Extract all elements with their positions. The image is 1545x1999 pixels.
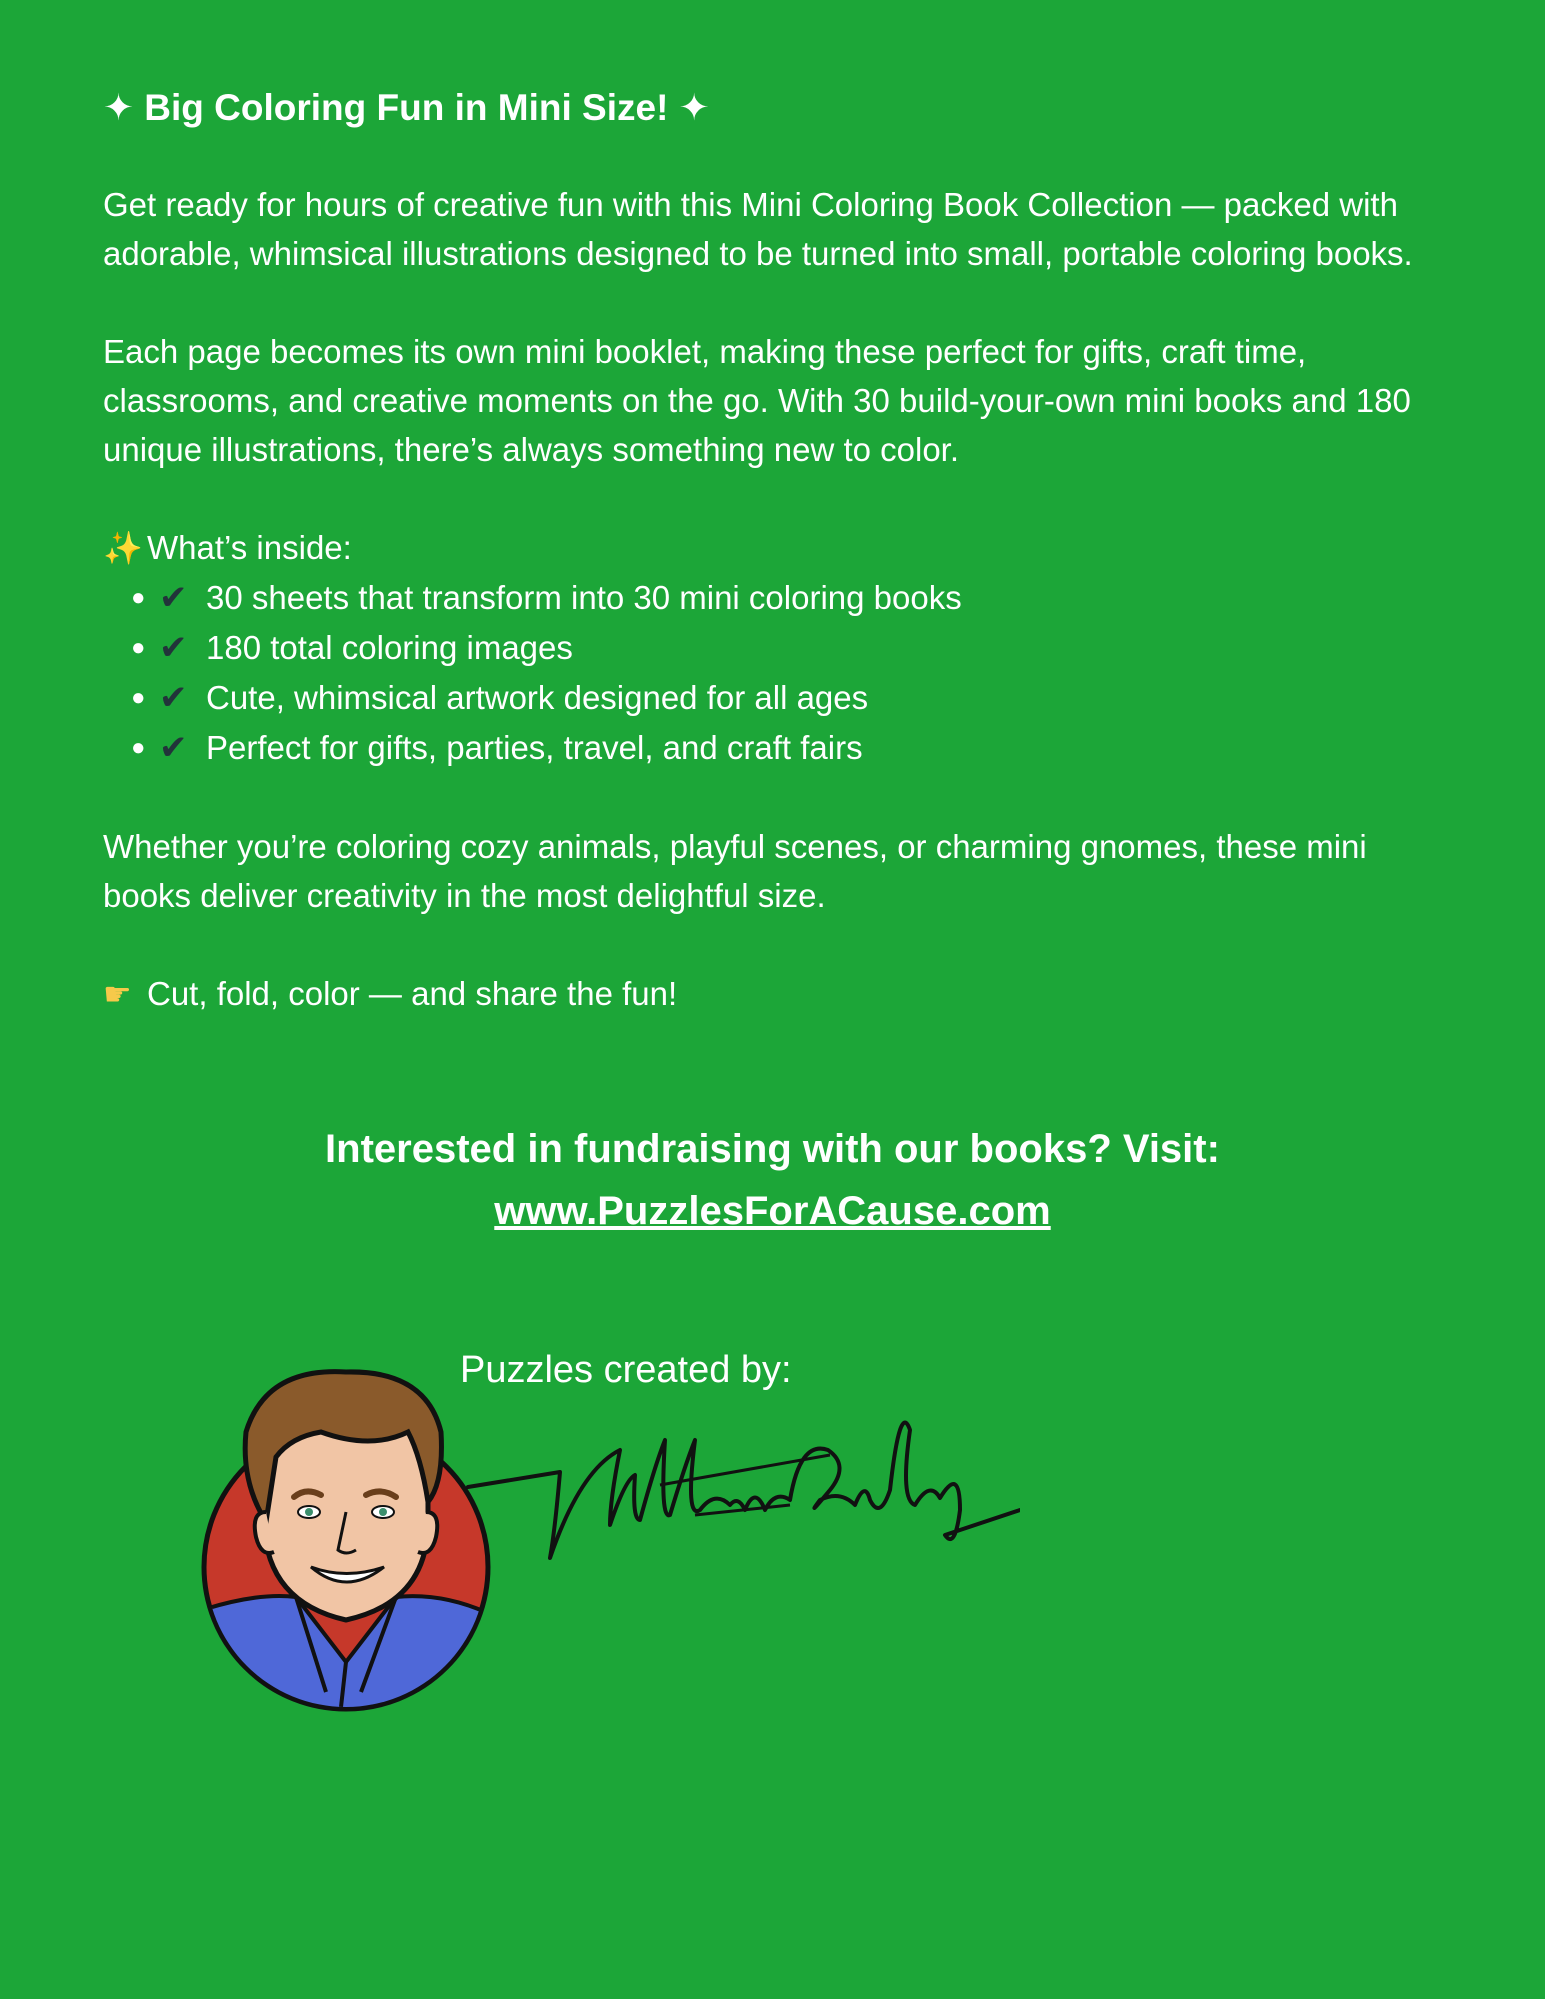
list-item — [131, 623, 1443, 673]
fundraising-block — [0, 1118, 1545, 1242]
booklet-paragraph: Each page becomes its own mini booklet, making these perfect for gifts, craft time, classrooms, and creative moments on the go. With 30 build-your-own mini books and 180 unique illustrations, there’s always something new to color. — [103, 333, 1411, 469]
bullet-icon: ● — [131, 734, 146, 762]
fundraising-link[interactable]: www.PuzzlesForACause.com — [494, 1189, 1051, 1233]
list-item — [131, 673, 1443, 723]
pointing-hand-icon: ☛ — [103, 976, 132, 1013]
list-item-text: 30 sheets that transform into 30 mini coloring books — [206, 579, 962, 617]
checkmark-icon: ✔ — [159, 679, 188, 718]
author-avatar — [196, 1362, 496, 1722]
cta-text: Cut, fold, color — and share the fun! — [147, 975, 678, 1013]
bullet-icon: ● — [131, 684, 146, 712]
fundraising-text: Interested in fundraising with our books? Visit: — [325, 1127, 1220, 1171]
checkmark-icon: ✔ — [159, 729, 188, 768]
list-item-text: Cute, whimsical artwork designed for all ages — [206, 679, 869, 717]
inside-title-row — [103, 523, 1443, 573]
cta-line — [103, 969, 1443, 1019]
inside-title: What’s inside: — [147, 529, 352, 567]
sparkles-icon: ✨ — [103, 530, 143, 567]
inside-list — [103, 573, 1443, 773]
author-signature — [460, 1380, 1020, 1580]
list-item-text: 180 total coloring images — [206, 629, 573, 667]
list-item-text: Perfect for gifts, parties, travel, and craft fairs — [206, 729, 863, 767]
closing-paragraph: Whether you’re coloring cozy animals, playful scenes, or charming gnomes, these mini books deliver creativity in the most delightful size. — [103, 828, 1367, 915]
intro-paragraph: Get ready for hours of creative fun with this Mini Coloring Book Collection — packed with adorable, whimsical illustrations designed to be turned into small, portable coloring books. — [103, 186, 1413, 273]
bullet-icon: ● — [131, 634, 146, 662]
list-item — [131, 723, 1443, 773]
bullet-icon: ● — [131, 584, 146, 612]
checkmark-icon: ✔ — [159, 579, 188, 618]
list-item — [131, 573, 1443, 623]
credit-label: Puzzles created by: — [460, 1349, 792, 1391]
page-heading: ✦ Big Coloring Fun in Mini Size! ✦ — [103, 87, 710, 128]
description-section — [103, 70, 1443, 1019]
checkmark-icon: ✔ — [159, 629, 188, 668]
